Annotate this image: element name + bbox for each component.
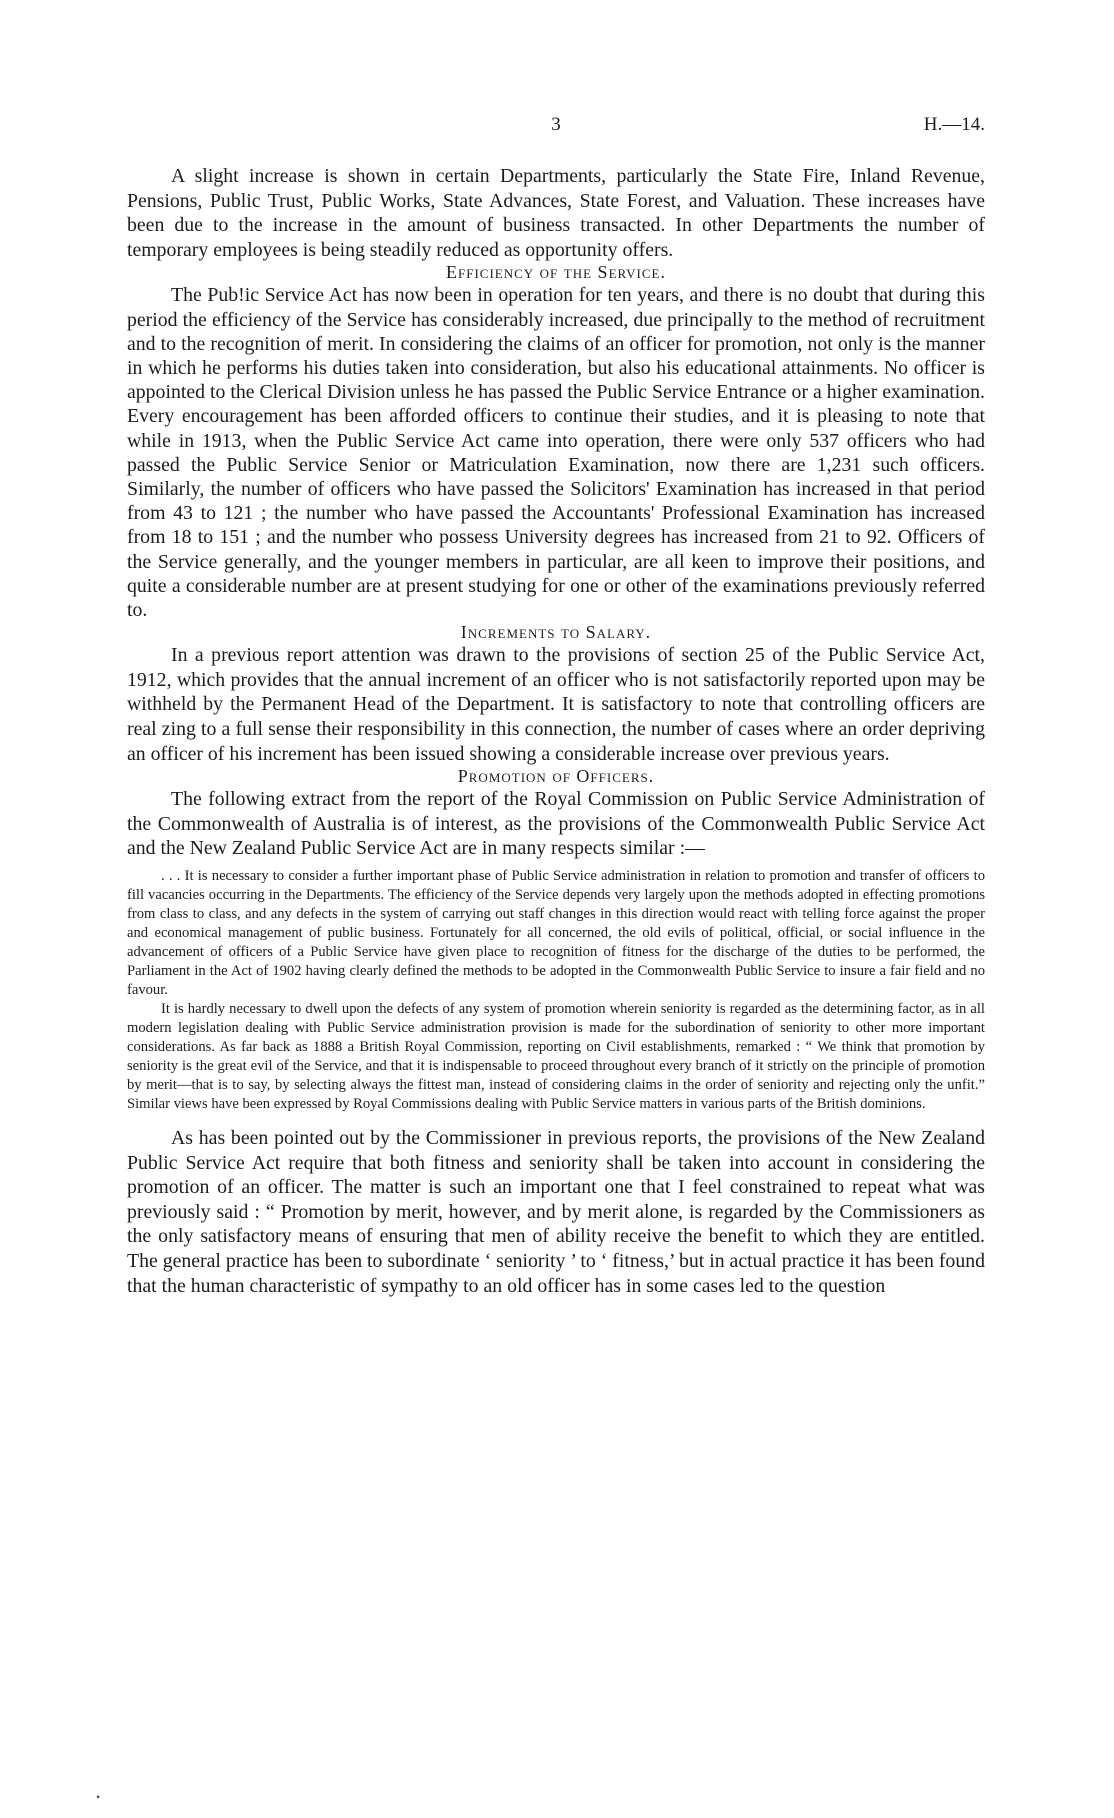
quoted-extract xyxy=(127,867,985,1114)
document-body xyxy=(127,164,985,1298)
page-number: 3 xyxy=(551,114,561,135)
quote-paragraph-1: . . . It is necessary to consider a further important phase of Public Service administration in relation to promotion and transfer of officers to fill vacancies occurring in the Departments. The efficiency of the Service depends very largely upon the methods adopted in effecting promotions from class to class, and any defects in the system of carrying out staff changes in this direction would react with telling force against the proper and economical management of public business. Fortunately for all concerned, the old evils of political, official, or social influence in the advancement of officers of a Public Service have given place to recognition of fitness for the discharge of the duties to be performed, the Parliament in the Act of 1902 having clearly defined the methods to be adopted in the Commonwealth Public Service to insure a fair field and no favour. xyxy=(127,867,985,998)
paragraph-increments: In a previous report attention was drawn to the provisions of section 25 of the Public Service Act, 1912, which provides that the annual increment of an officer who is not satisfactorily reported upon may be withheld by the Permanent Head of the Department. It is satisfactory to note that controlling officers are real zing to a full sense their responsibility in this connection, the number of cases where an order depriving an officer of his increment has been issued showing a considerable increase over previous years. xyxy=(127,644,985,765)
quote-paragraph-2: It is hardly necessary to dwell upon the defects of any system of promotion wherein seniority is regarded as the determining factor, as in all modern legislation dealing with Public Service administration provision is made for the subordination of seniority to other more important considerations. As far back as 1888 a British Royal Commission, reporting on Civil establishments, remarked : “ We think that promotion by seniority is the great evil of the Service, and that it is indispensable to proceed throughout every branch of it strictly on the principle of promotion by merit—that is to say, by selecting always the fittest man, instead of considering claims in the order of seniority and rejecting only the unfit.” Similar views have been expressed by Royal Commissions dealing with Public Service matters in various parts of the British dominions. xyxy=(127,1000,985,1112)
paragraph-royal-commission-intro: The following extract from the report of the Royal Commission on Public Service Administration of the Commonwealth of Australia is of interest, as the provisions of the Commonwealth Public Service Act and the New Zealand Public Service Act are in many respects similar :— xyxy=(127,788,985,860)
paragraph-temporary-employees: A slight increase is shown in certain Departments, particularly the State Fire, Inland Revenue, Pensions, Public Trust, Public Works, State Advances, State Forest, and Valuation. These increases have been due to the increase in the amount of business transacted. In other Departments the number of temporary employees is being steadily reduced as opportunity offers. xyxy=(127,165,985,261)
heading-efficiency-of-service: Efficiency of the Service. xyxy=(446,262,666,283)
paragraph-fitness-and-seniority: As has been pointed out by the Commissioner in previous reports, the provisions of the New Zealand Public Service Act require that both fitness and seniority shall be taken into account in considering the promotion of an officer. The matter is such an important one that I feel constrained to repeat what was previously said : “ Promotion by merit, however, and by merit alone, is regarded by the Commissioners as the only satisfactory means of ensuring that men of ability receive the benefit to which they are entitled. The general practice has been to subordinate ‘ seniority ’ to ‘ fitness,’ but in actual practice it has been found that the human characteristic of sympathy to an old officer has in some cases led to the question xyxy=(127,1126,985,1297)
page-header xyxy=(127,114,985,140)
footer-mark: • xyxy=(96,1790,101,1804)
heading-promotion-of-officers: Promotion of Officers. xyxy=(457,766,655,787)
heading-increments-to-salary: Increments to Salary. xyxy=(460,622,652,643)
paragraph-efficiency: The Pub!ic Service Act has now been in operation for ten years, and there is no doubt that during this period the efficiency of the Service has considerably increased, due principally to the method of recruitment and to the recognition of merit. In considering the claims of an officer for promotion, not only is the manner in which he performs his duties taken into consideration, but also his educational attainments. No officer is appointed to the Clerical Division unless he has passed the Public Service Entrance or a higher examination. Every encouragement has been afforded officers to continue their studies, and it is pleasing to note that while in 1913, when the Public Service Act came into operation, there were only 537 officers who had passed the Public Service Senior or Matriculation Examination, now there are 1,231 such officers. Similarly, the number of officers who have passed the Solicitors' Examination has increased in that period from 43 to 121 ; the number who have passed the Accountants' Professional Examination has increased from 18 to 151 ; and the number who possess University degrees has increased from 21 to 92. Officers of the Service generally, and the younger members in particular, are all keen to improve their positions, and quite a considerable number are at present studying for one or other of the examinations previously referred to. xyxy=(127,284,985,622)
document-reference: H.—14. xyxy=(923,114,985,135)
